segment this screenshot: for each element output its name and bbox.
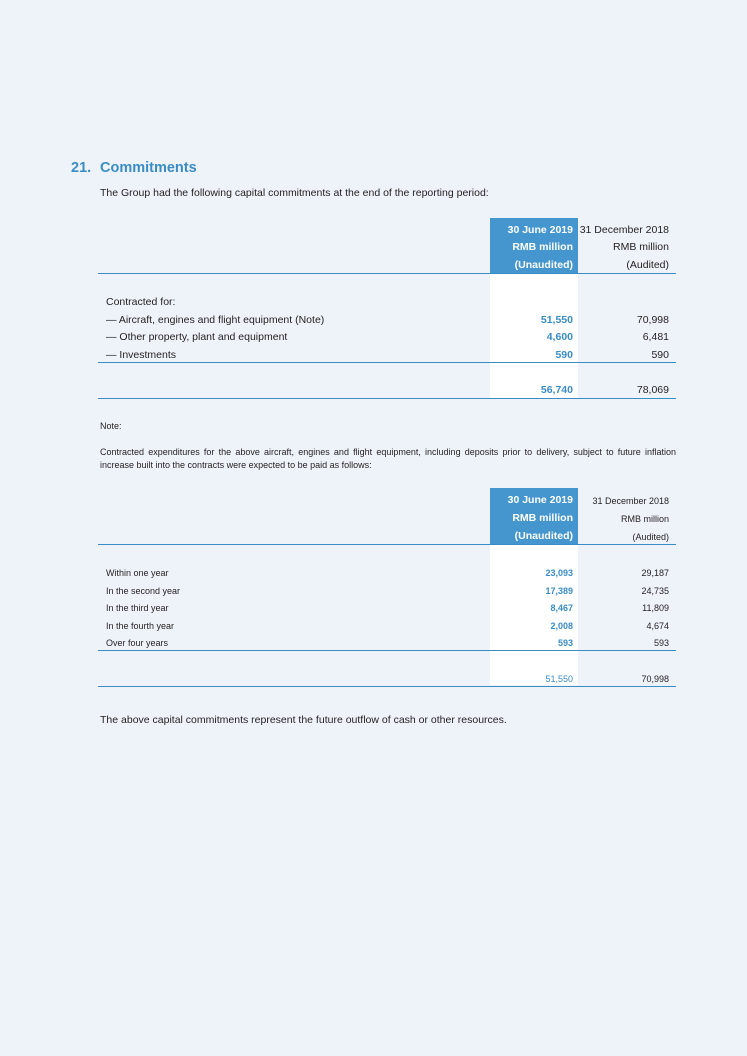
table-row-value-2018: 11,809 — [642, 603, 669, 613]
total-rule — [98, 686, 676, 687]
section-heading — [71, 160, 197, 176]
note-label: Note: — [100, 421, 122, 431]
table-row-value-2019: 51,550 — [540, 314, 573, 326]
table-row-label: — Other property, plant and equipment — [106, 331, 288, 343]
col1-header-date: 30 June 2019 — [507, 494, 573, 506]
table-row-label: — Aircraft, engines and flight equipment (Note) — [106, 314, 325, 326]
col1-header-date: 30 June 2019 — [507, 224, 573, 236]
table-row-value-2019: 17,389 — [545, 586, 573, 596]
col1-header-status: (Unaudited) — [514, 530, 573, 542]
header-rule — [98, 273, 676, 274]
col1-header-unit: RMB million — [512, 512, 573, 524]
group-label: Contracted for: — [106, 296, 176, 308]
table-row-value-2019: 4,600 — [546, 331, 573, 343]
total-value-2018: 78,069 — [636, 384, 669, 396]
total-value-2018: 70,998 — [641, 674, 669, 684]
subtotal-rule — [98, 362, 676, 363]
table-row-value-2019: 590 — [555, 349, 573, 361]
section-intro: The Group had the following capital commitments at the end of the reporting period: — [100, 187, 489, 199]
table-row-value-2019: 23,093 — [545, 568, 573, 578]
payment-schedule-table — [98, 488, 676, 693]
col2-header-date: 31 December 2018 — [592, 496, 669, 506]
table-row-value-2018: 4,674 — [646, 621, 669, 631]
col2-header-unit: RMB million — [612, 241, 669, 253]
col2-header-status: (Audited) — [626, 259, 669, 271]
table-row-value-2018: 593 — [653, 638, 669, 648]
closing-statement: The above capital commitments represent the future outflow of cash or other resources. — [100, 714, 507, 726]
table-row-label: Within one year — [106, 568, 169, 578]
section-number: 21. — [71, 160, 92, 176]
table-row-label: In the fourth year — [106, 621, 175, 631]
highlight-body — [490, 544, 578, 685]
col1-header-unit: RMB million — [512, 241, 573, 253]
col2-header-unit: RMB million — [620, 514, 669, 524]
subtotal-rule — [98, 650, 676, 651]
table-row-value-2018: 29,187 — [641, 568, 669, 578]
col1-header-status: (Unaudited) — [514, 259, 573, 271]
total-value-2019: 51,550 — [545, 674, 573, 684]
table-row-value-2018: 70,998 — [636, 314, 669, 326]
table-row-label: In the second year — [106, 586, 181, 596]
table-row-value-2018: 590 — [651, 349, 669, 361]
table-row-label: In the third year — [106, 603, 169, 613]
col2-header-date: 31 December 2018 — [579, 224, 669, 236]
table-row-label: — Investments — [106, 349, 177, 361]
header-rule — [98, 544, 676, 545]
note-text: Contracted expenditures for the above aircraft, engines and flight equipment, including deposits prior to delivery, subject to future inflation increase built into the contracts were expected to be paid as follows: — [100, 447, 676, 470]
table-row-value-2019: 2,008 — [550, 621, 573, 631]
total-rule — [98, 398, 676, 399]
col2-header-status: (Audited) — [632, 532, 669, 542]
table-row-value-2018: 24,735 — [641, 586, 669, 596]
total-value-2019: 56,740 — [540, 384, 573, 396]
table-row-label: Over four years — [106, 638, 169, 648]
table-row-value-2019: 8,467 — [550, 603, 573, 613]
table-row-value-2019: 593 — [557, 638, 573, 648]
commitments-table — [98, 218, 676, 403]
table-row-value-2018: 6,481 — [642, 331, 669, 343]
section-title: Commitments — [100, 160, 197, 176]
